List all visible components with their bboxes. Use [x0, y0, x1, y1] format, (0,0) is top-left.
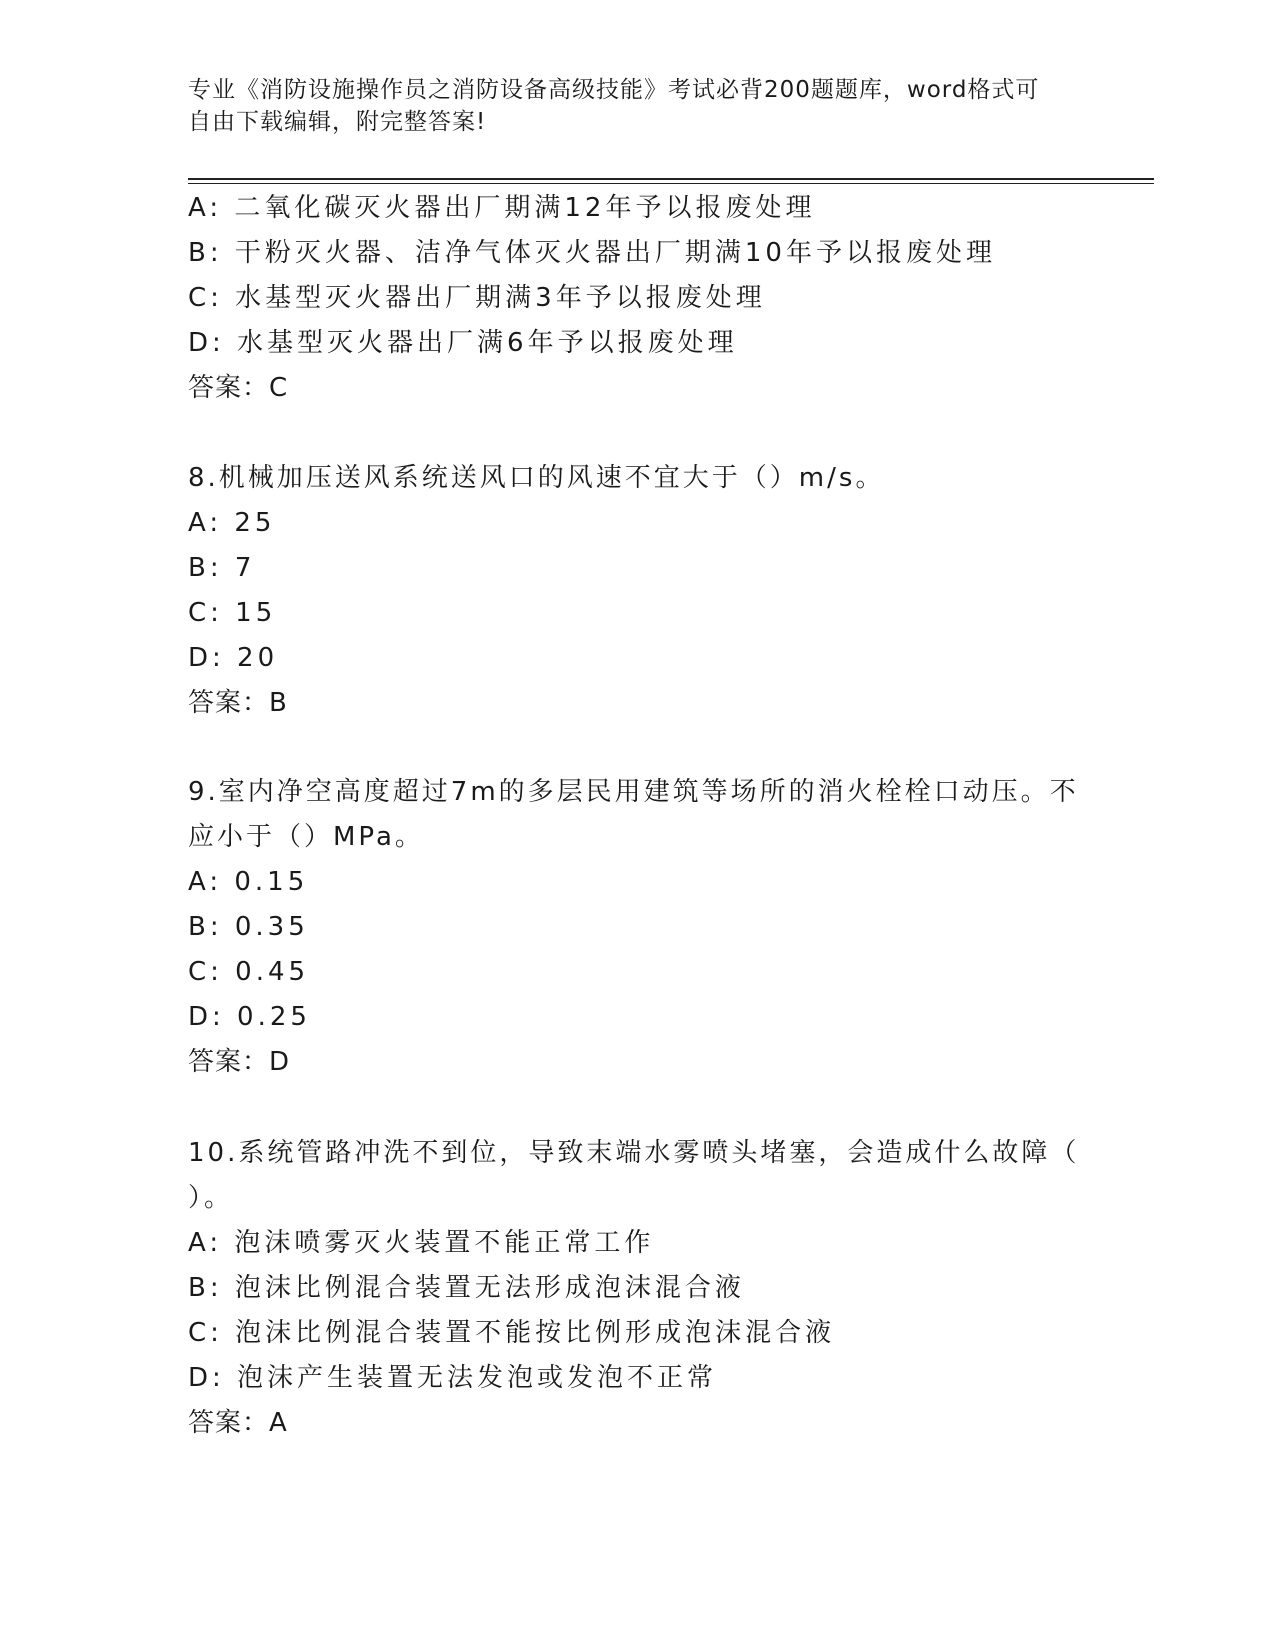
header-divider-thick: [188, 178, 1154, 180]
q10-option-b: B: 泡沫比例混合装置无法形成泡沫混合液: [188, 1273, 745, 1303]
q10-question-line-2: ）。: [188, 1183, 234, 1213]
q7-answer: 答案：C: [188, 373, 289, 403]
q9-question-line-1: 9.室内净空高度超过7m的多层民用建筑等场所的消火栓栓口动压。不: [188, 777, 1079, 807]
document-header: [188, 74, 1068, 138]
q9-option-b: B: 0.35: [188, 912, 309, 942]
q7-option-c: C: 水基型灭火器出厂期满3年予以报废处理: [188, 283, 766, 313]
q8-option-a: A: 25: [188, 508, 276, 538]
q10-option-c: C: 泡沫比例混合装置不能按比例形成泡沫混合液: [188, 1318, 836, 1348]
q9-answer: 答案：D: [188, 1047, 291, 1077]
q7-option-d: D: 水基型灭火器出厂满6年予以报废处理: [188, 328, 738, 358]
q9-option-d: D: 0.25: [188, 1002, 311, 1032]
header-line-1: 专业《消防设施操作员之消防设备高级技能》考试必背200题题库，word格式可: [188, 77, 1040, 103]
q9-question-line-2: 应小于（）MPa。: [188, 822, 424, 852]
q7-option-b: B: 干粉灭火器、洁净气体灭火器出厂期满10年予以报废处理: [188, 238, 996, 268]
q8-question: 8.机械加压送风系统送风口的风速不宜大于（）m/s。: [188, 463, 885, 493]
q10-answer: 答案：A: [188, 1408, 288, 1438]
header-divider-thin: [188, 183, 1154, 184]
q9-option-c: C: 0.45: [188, 957, 310, 987]
q9-option-a: A: 0.15: [188, 867, 309, 897]
q8-option-c: C: 15: [188, 598, 277, 628]
q8-option-d: D: 20: [188, 643, 279, 673]
header-line-2: 自由下载编辑，附完整答案!: [188, 109, 487, 135]
q10-option-d: D: 泡沫产生装置无法发泡或发泡不正常: [188, 1363, 718, 1393]
q10-question-line-1: 10.系统管路冲洗不到位，导致末端水雾喷头堵塞，会造成什么故障（: [188, 1138, 1080, 1168]
q10-option-a: A: 泡沫喷雾灭火装置不能正常工作: [188, 1228, 655, 1258]
q8-option-b: B: 7: [188, 553, 256, 583]
q8-answer: 答案：B: [188, 688, 288, 718]
q7-option-a: A: 二氧化碳灭火器出厂期满12年予以报废处理: [188, 193, 816, 223]
